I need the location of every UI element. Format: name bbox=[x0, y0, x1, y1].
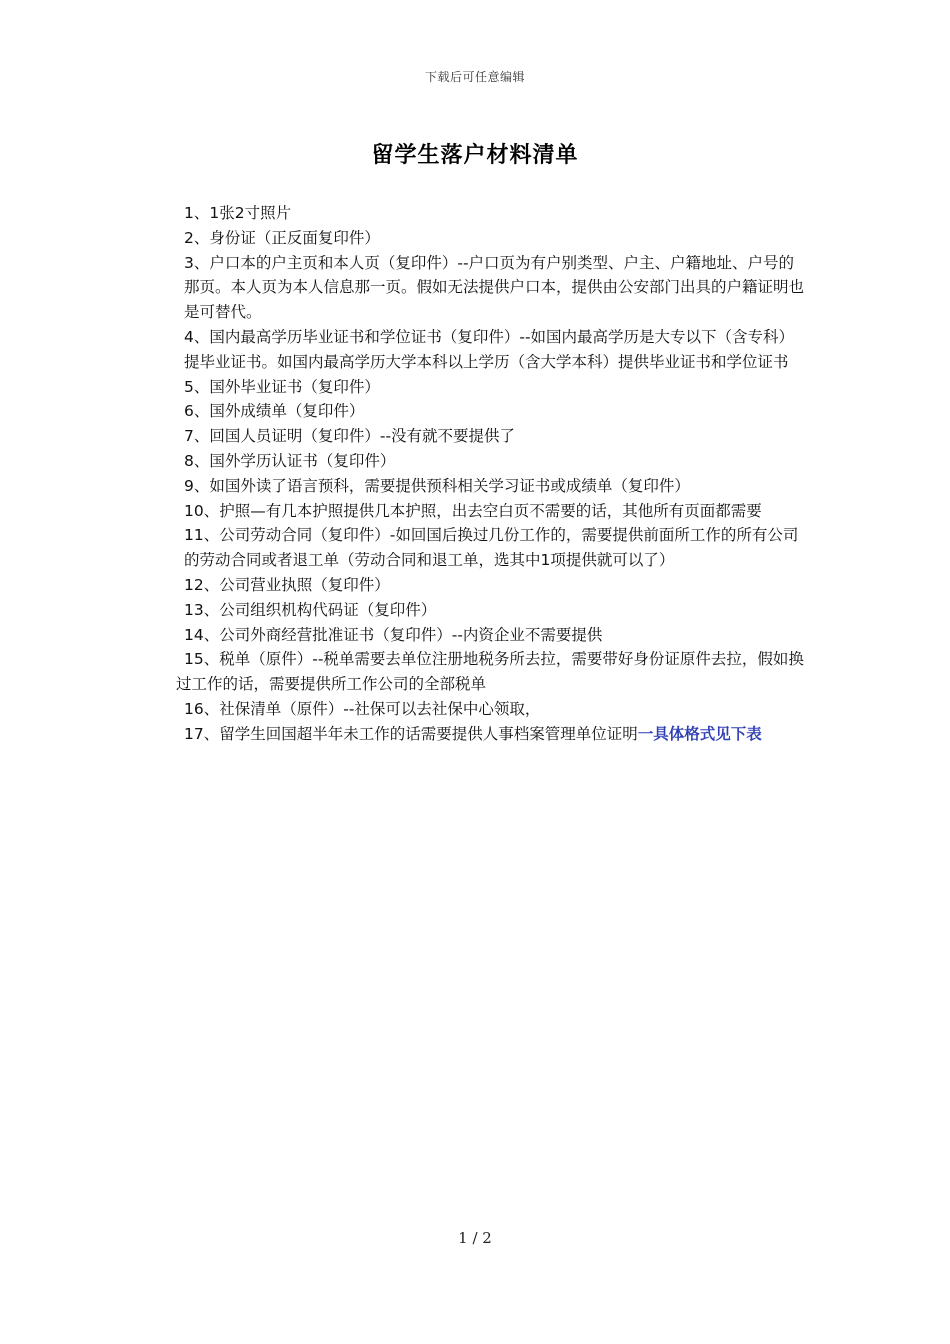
list-item: 9、如国外读了语言预科，需要提供预科相关学习证书或成绩单（复印件） bbox=[184, 476, 690, 495]
list-item: 13、公司组织机构代码证（复印件） bbox=[184, 600, 437, 619]
list-item: 3、户口本的户主页和本人页（复印件）--户口页为有户别类型、户主、户籍地址、户号的那页。本人页为本人信息那一页。假如无法提供户口本，提供由公安部门出具的户籍证明也是可替代。 bbox=[184, 253, 805, 322]
list-item: 1、1张2寸照片 bbox=[184, 204, 292, 222]
header-note: 下载后可任意编辑 bbox=[424, 70, 525, 84]
list-item: 11、公司劳动合同（复印件）-如回国后换过几份工作的，需要提供前面所工作的所有公司的劳动合同或者退工单（劳动合同和退工单，选其中1项提供就可以了） bbox=[184, 526, 799, 570]
list-item: 2、身份证（正反面复印件） bbox=[184, 228, 380, 247]
list-item: 12、公司营业执照（复印件） bbox=[184, 575, 390, 594]
list-item: 14、公司外商经营批准证书（复印件）--内资企业不需要提供 bbox=[184, 625, 603, 644]
list-item: 8、国外学历认证书（复印件） bbox=[184, 451, 396, 470]
list-item-text: 17、留学生回国超半年未工作的话需要提供人事档案管理单位证明 bbox=[184, 724, 638, 743]
list-item: 16、社保清单（原件）--社保可以去社保中心领取， bbox=[184, 699, 541, 718]
list-item: 5、国外毕业证书（复印件） bbox=[184, 377, 380, 396]
format-reference-link[interactable]: 一具体格式见下表 bbox=[637, 724, 762, 743]
material-list bbox=[143, 201, 809, 747]
list-item: 15、税单（原件）--税单需要去单位注册地税务所去拉，需要带好身份证原件去拉，假如换过工作的话，需要提供所工作公司的全部税单 bbox=[176, 650, 804, 694]
list-item: 6、国外成绩单（复印件） bbox=[184, 402, 365, 421]
page-title: 留学生落户材料清单 bbox=[371, 143, 579, 168]
list-item: 4、国内最高学历毕业证书和学位证书（复印件）--如国内最高学历是大专以下（含专科）提毕业证书。如国内最高学历大学本科以上学历（含大学本科）提供毕业证书和学位证书 bbox=[184, 327, 795, 371]
page-number: 1 / 2 bbox=[458, 1229, 492, 1247]
list-item: 10、护照—有几本护照提供几本护照，出去空白页不需要的话，其他所有页面都需要 bbox=[184, 501, 762, 520]
list-item bbox=[143, 722, 809, 747]
list-item: 7、回国人员证明（复印件）--没有就不要提供了 bbox=[184, 427, 516, 446]
